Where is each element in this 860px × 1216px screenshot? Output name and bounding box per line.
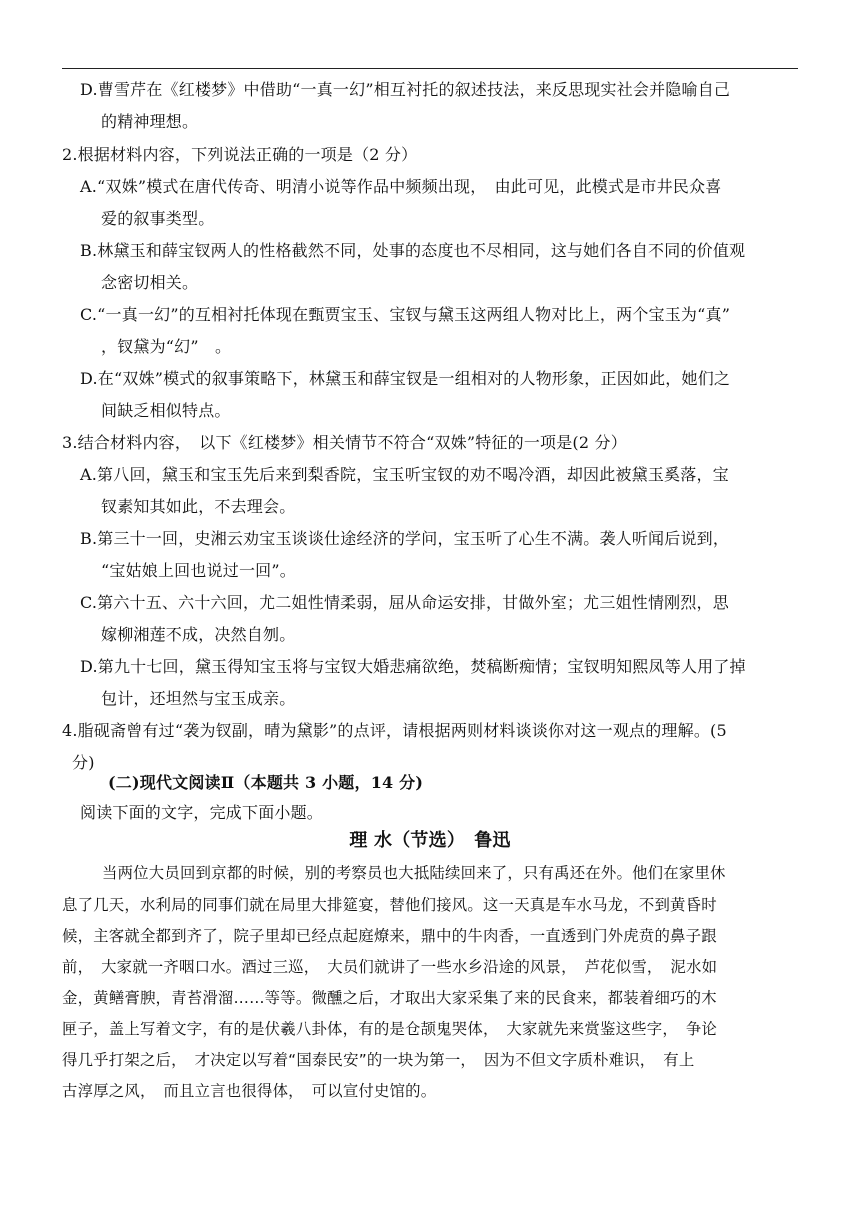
passage-line-1: 当两位大员回到京都的时候，别的考察员也大抵陆续回来了，只有禹还在外。他们在家里休	[102, 864, 726, 882]
passage-line-6: 匣子，盖上写着文字，有的是伏羲八卦体，有的是仓颉鬼哭体， 大家就先来赏鉴这些字， 争论	[62, 1020, 717, 1038]
q1-option-d-line2: 的精神理想。	[101, 112, 199, 131]
section-heading: (二)现代文阅读Ⅱ（本题共 3 小题，14 分)	[108, 773, 424, 792]
q3-option-b-line2: “宝姑娘上回也说过一回”。	[101, 561, 296, 580]
q1-option-d-line1: D.曹雪芹在《红楼梦》中借助“一真一幻”相互衬托的叙述技法，来反思现实社会并隐喻自己	[80, 80, 731, 99]
q3-option-a-line1: A.第八回，黛玉和宝玉先后来到梨香院，宝玉听宝钗的劝不喝冷酒，却因此被黛玉奚落，宝	[80, 465, 729, 484]
q2-option-b-line2: 念密切相关。	[101, 273, 199, 292]
passage-line-7: 得几乎打架之后， 才决定以写着“国泰民安”的一块为第一， 因为不但文字质朴难识， 有上	[62, 1051, 695, 1069]
question-4-stem-line1: 4.脂砚斋曾有过“袭为钗副，晴为黛影”的点评，请根据两则材料谈谈你对这一观点的理解。(5	[62, 721, 727, 740]
q3-option-d-line1: D.第九十七回，黛玉得知宝玉将与宝钗大婚悲痛欲绝，焚稿断痴情；宝钗明知熙凤等人用了掉	[80, 657, 746, 676]
passage-line-3: 候，主客就全都到齐了，院子里却已经点起庭燎来，鼎中的牛肉香，一直透到门外虎贲的鼻子跟	[62, 927, 717, 945]
q3-option-c-line2: 嫁柳湘莲不成，决然自刎。	[101, 625, 296, 644]
question-2-stem: 2.根据材料内容，下列说法正确的一项是（2 分）	[62, 145, 418, 164]
reading-instruction: 阅读下面的文字，完成下面小题。	[80, 803, 324, 822]
passage-line-8: 古淳厚之风， 而且立言也很得体， 可以宣付史馆的。	[62, 1082, 437, 1100]
q3-option-c-line1: C.第六十五、六十六回，尤二姐性情柔弱，屈从命运安排，甘做外室；尤三姐性情刚烈，思	[80, 593, 729, 612]
passage-title: 理 水（节选） 鲁迅	[349, 830, 511, 851]
q2-option-a-line1: A.“双姝”模式在唐代传奇、明清小说等作品中频频出现， 由此可见，此模式是市井民众喜	[80, 177, 722, 196]
q2-option-d-line1: D.在“双姝”模式的叙事策略下，林黛玉和薛宝钗是一组相对的人物形象，正因如此，她们之	[80, 369, 731, 388]
q3-option-b-line1: B.第三十一回，史湘云劝宝玉谈谈仕途经济的学问，宝玉听了心生不满。袭人听闻后说到，	[80, 529, 730, 548]
q2-option-a-line2: 爱的叙事类型。	[101, 209, 215, 228]
q2-option-c-line1: C.“一真一幻”的互相衬托体现在甄贾宝玉、宝钗与黛玉这两组人物对比上，两个宝玉为“真”	[80, 305, 731, 324]
passage-line-5: 金，黄鳝膏腴，青苔滑溜……等等。微醺之后，才取出大家采集了来的民食来，都装着细巧的木	[62, 989, 717, 1007]
q3-option-d-line2: 包计，还坦然与宝玉成亲。	[101, 689, 296, 708]
question-4-stem-line2: 分)	[72, 753, 95, 772]
header-rule	[62, 68, 798, 69]
question-3-stem: 3.结合材料内容， 以下《红楼梦》相关情节不符合“双姝”特征的一项是(2 分）	[62, 433, 627, 452]
passage-line-4: 前， 大家就一齐咽口水。酒过三巡， 大员们就讲了一些水乡沿途的风景， 芦花似雪， 泥水如	[62, 958, 718, 976]
passage-line-2: 息了几天，水利局的同事们就在局里大排筵宴，替他们接风。这一天真是车水马龙，不到黄昏时	[62, 896, 717, 914]
q2-option-d-line2: 间缺乏相似特点。	[101, 401, 231, 420]
q3-option-a-line2: 钗素知其如此，不去理会。	[101, 497, 296, 516]
q2-option-c-line2: ，钗黛为“幻” 。	[101, 337, 232, 356]
q2-option-b-line1: B.林黛玉和薛宝钗两人的性格截然不同，处事的态度也不尽相同，这与她们各自不同的价值观	[80, 241, 746, 260]
